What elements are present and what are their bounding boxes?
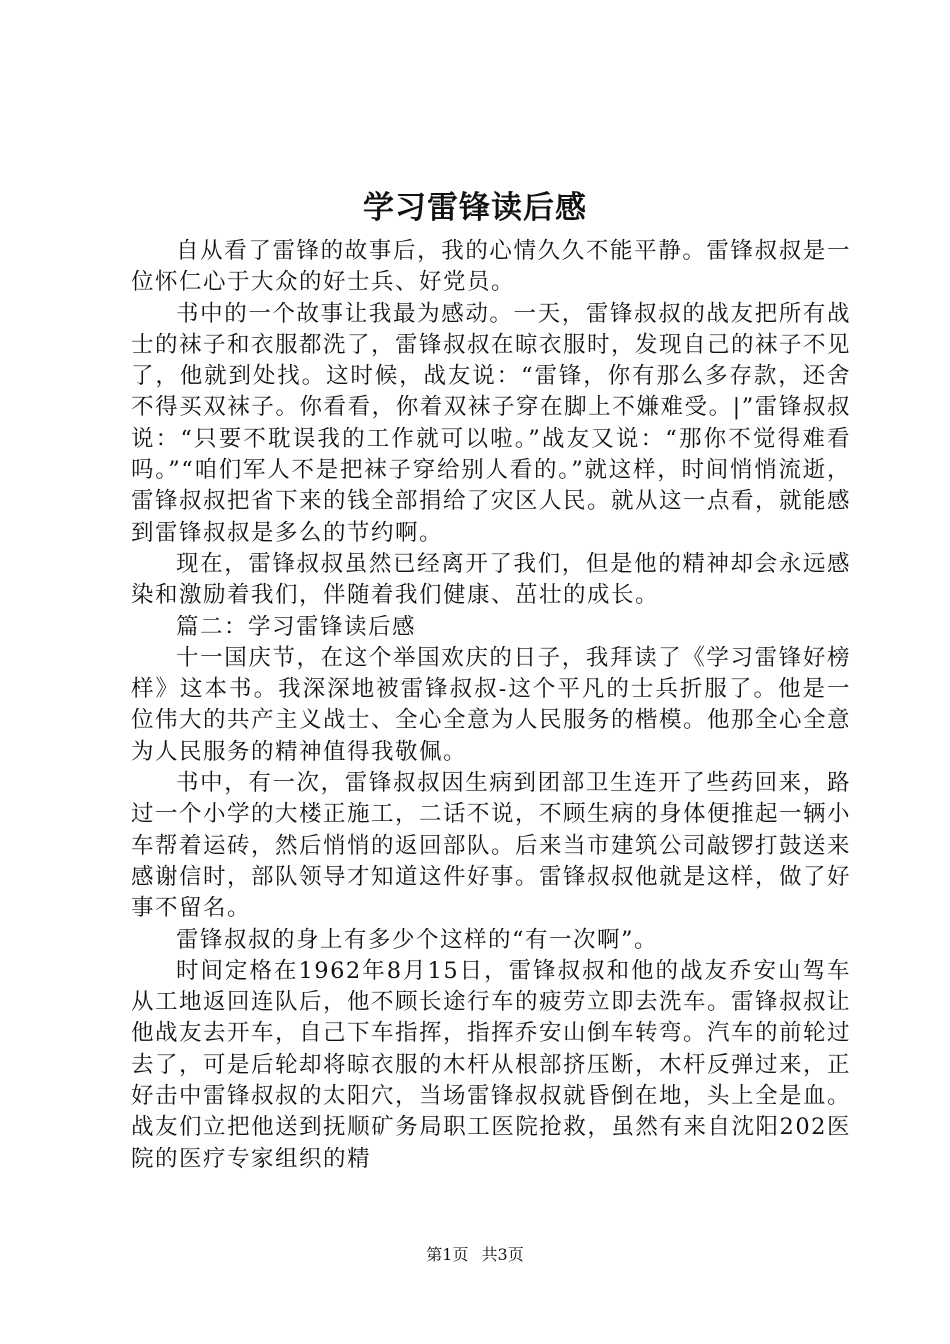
paragraph-3: 现在，雷锋叔叔虽然已经离开了我们，但是他的精神却会永远感染和激励着我们，伴随着我们健康、茁壮的成长。 bbox=[131, 550, 851, 609]
paragraph-6: 书中，有一次，雷锋叔叔因生病到团部卫生连开了些药回来，路过一个小学的大楼正施工，二话不说，不顾生病的身体便推起一辆小车帮着运砖，然后悄悄的返回部队。后来当市建筑公司敲锣打鼓送来感谢信时，部队领导才知道这件好事。雷锋叔叔他就是这样，做了好事不留名。 bbox=[131, 770, 852, 922]
document-body bbox=[131, 236, 851, 1175]
paragraph-1: 自从看了雷锋的故事后，我的心情久久不能平静。雷锋叔叔是一位怀仁心于大众的好士兵、好党员。 bbox=[131, 238, 851, 296]
paragraph-5: 十一国庆节，在这个举国欢庆的日子，我拜读了《学习雷锋好榜样》这本书。我深深地被雷锋叔叔-这个平凡的士兵折服了。他是一位伟大的共产主义战士、全心全意为人民服务的楷模。他那全心全意为人民服务的精神值得我敬佩。 bbox=[131, 644, 852, 765]
page-number: 第1页 bbox=[426, 1245, 469, 1264]
paragraph-8: 时间定格在1962年8月15日，雷锋叔叔和他的战友乔安山驾车从工地返回连队后，他不顾长途行车的疲劳立即去洗车。雷锋叔叔让他战友去开车，自己下车指挥，指挥乔安山倒车转弯。汽车的前轮过去了，可是后轮却将晾衣服的木杆从根部挤压断，木杆反弹过来，正好击中雷锋叔叔的太阳穴，当场雷锋叔叔就昏倒在地，头上全是血。战友们立把他送到抚顺矿务局职工医院抢救，虽然有来自沈阳202医院的医疗专家组织的精 bbox=[131, 957, 852, 1172]
page-total: 共3页 bbox=[481, 1245, 524, 1264]
page-footer bbox=[0, 1244, 950, 1266]
paragraph-7: 雷锋叔叔的身上有多少个这样的“有一次啊”。 bbox=[176, 926, 659, 953]
document-title: 学习雷锋读后感 bbox=[363, 190, 587, 226]
section-heading: 篇二：学习雷锋读后感 bbox=[176, 613, 417, 640]
paragraph-2: 书中的一个故事让我最为感动。一天，雷锋叔叔的战友把所有战士的袜子和衣服都洗了，雷锋叔叔在晾衣服时，发现自己的袜子不见了，他就到处找。这时候，战友说：“雷锋，你有那么多存款，还舍不得买双袜子。你看看，你着双袜子穿在脚上不嫌难受。|”雷锋叔叔说：“只要不耽误我的工作就可以啦。”战友又说：“那你不觉得难看吗。”“咱们军人不是把袜子穿给别人看的。”就这样，时间悄悄流逝，雷锋叔叔把省下来的钱全部捐给了灾区人民。就从这一点看，就能感到雷锋叔叔是多么的节约啊。 bbox=[131, 300, 852, 546]
